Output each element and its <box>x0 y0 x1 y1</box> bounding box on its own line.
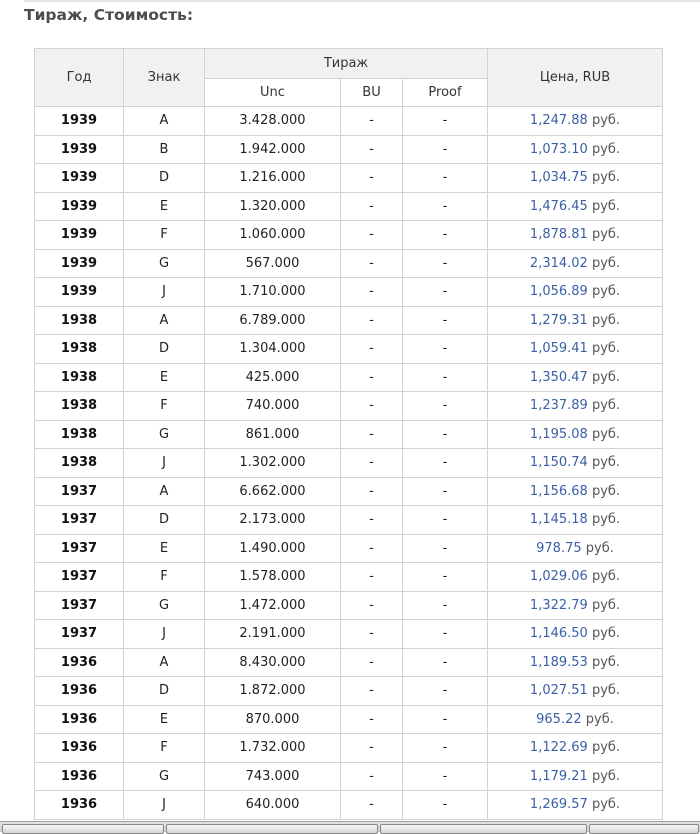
bu-mintage-cell: - <box>341 107 403 136</box>
table-row <box>35 477 663 506</box>
price-cell <box>488 648 663 677</box>
currency-suffix: руб. <box>591 369 621 385</box>
unc-mintage-cell: 1.942.000 <box>205 135 341 164</box>
price-link[interactable]: 1,034.75 <box>529 170 588 186</box>
table-row <box>35 335 663 364</box>
proof-mintage-cell: - <box>403 363 488 392</box>
unc-mintage-cell: 2.173.000 <box>205 506 341 535</box>
bu-mintage-cell: - <box>341 135 403 164</box>
mark-cell: E <box>124 192 205 221</box>
year-cell: 1938 <box>35 420 124 449</box>
mark-cell: J <box>124 449 205 478</box>
price-cell <box>488 620 663 649</box>
currency-suffix: руб. <box>591 654 621 670</box>
proof-mintage-cell: - <box>403 192 488 221</box>
bu-mintage-cell: - <box>341 477 403 506</box>
price-cell <box>488 449 663 478</box>
price-cell <box>488 506 663 535</box>
unc-mintage-cell: 425.000 <box>205 363 341 392</box>
mintage-price-table-container <box>34 48 662 820</box>
bu-mintage-cell: - <box>341 335 403 364</box>
proof-mintage-cell: - <box>403 392 488 421</box>
header-row-top <box>35 49 663 79</box>
proof-mintage-cell: - <box>403 762 488 791</box>
mark-cell: J <box>124 278 205 307</box>
price-cell <box>488 278 663 307</box>
proof-mintage-cell: - <box>403 677 488 706</box>
price-cell <box>488 734 663 763</box>
table-row <box>35 192 663 221</box>
price-cell <box>488 335 663 364</box>
currency-suffix: руб. <box>591 455 621 471</box>
price-cell <box>488 135 663 164</box>
year-cell: 1938 <box>35 306 124 335</box>
proof-mintage-cell: - <box>403 278 488 307</box>
bu-mintage-cell: - <box>341 734 403 763</box>
price-link[interactable]: 1,156.68 <box>529 483 588 499</box>
mintage-price-table <box>34 48 663 820</box>
bu-mintage-cell: - <box>341 506 403 535</box>
price-link[interactable]: 978.75 <box>536 540 582 556</box>
table-header <box>35 49 663 107</box>
bu-mintage-cell: - <box>341 363 403 392</box>
table-row <box>35 135 663 164</box>
table-row <box>35 278 663 307</box>
mark-cell: F <box>124 221 205 250</box>
mark-cell: A <box>124 648 205 677</box>
table-row <box>35 705 663 734</box>
bu-mintage-cell: - <box>341 278 403 307</box>
table-row <box>35 534 663 563</box>
mark-cell: J <box>124 791 205 820</box>
proof-mintage-cell: - <box>403 420 488 449</box>
unc-mintage-cell: 3.428.000 <box>205 107 341 136</box>
mark-cell: G <box>124 762 205 791</box>
unc-mintage-cell: 6.789.000 <box>205 306 341 335</box>
unc-mintage-cell: 1.060.000 <box>205 221 341 250</box>
currency-suffix: руб. <box>591 683 621 699</box>
col-header-bu: BU <box>341 79 403 107</box>
price-link[interactable]: 1,279.31 <box>529 312 588 328</box>
price-link[interactable]: 1,350.47 <box>529 369 588 385</box>
taskbar-button[interactable] <box>166 824 378 834</box>
currency-suffix: руб. <box>591 569 621 585</box>
table-row <box>35 449 663 478</box>
price-cell <box>488 363 663 392</box>
bu-mintage-cell: - <box>341 677 403 706</box>
currency-suffix: руб. <box>591 255 621 271</box>
table-row <box>35 221 663 250</box>
table-row <box>35 164 663 193</box>
top-divider <box>24 0 700 2</box>
table-row <box>35 392 663 421</box>
year-cell: 1937 <box>35 591 124 620</box>
price-cell <box>488 591 663 620</box>
price-link[interactable]: 1,247.88 <box>529 113 588 129</box>
table-row <box>35 107 663 136</box>
mark-cell: F <box>124 392 205 421</box>
currency-suffix: руб. <box>591 768 621 784</box>
year-cell: 1937 <box>35 563 124 592</box>
currency-suffix: руб. <box>585 540 614 556</box>
mark-cell: G <box>124 591 205 620</box>
taskbar-button[interactable] <box>2 824 164 834</box>
col-header-unc: Unc <box>205 79 341 107</box>
currency-suffix: руб. <box>591 626 621 642</box>
table-row <box>35 620 663 649</box>
bu-mintage-cell: - <box>341 392 403 421</box>
year-cell: 1939 <box>35 107 124 136</box>
year-cell: 1936 <box>35 648 124 677</box>
unc-mintage-cell: 861.000 <box>205 420 341 449</box>
bu-mintage-cell: - <box>341 534 403 563</box>
table-row <box>35 363 663 392</box>
unc-mintage-cell: 1.302.000 <box>205 449 341 478</box>
table-row <box>35 306 663 335</box>
col-header-mintage: Тираж <box>205 49 488 79</box>
price-cell <box>488 762 663 791</box>
mark-cell: D <box>124 335 205 364</box>
mark-cell: J <box>124 620 205 649</box>
unc-mintage-cell: 567.000 <box>205 249 341 278</box>
proof-mintage-cell: - <box>403 791 488 820</box>
mark-cell: B <box>124 135 205 164</box>
proof-mintage-cell: - <box>403 506 488 535</box>
taskbar <box>0 821 700 832</box>
currency-suffix: руб. <box>591 284 621 300</box>
currency-suffix: руб. <box>591 597 621 613</box>
year-cell: 1938 <box>35 335 124 364</box>
unc-mintage-cell: 1.216.000 <box>205 164 341 193</box>
year-cell: 1936 <box>35 762 124 791</box>
bu-mintage-cell: - <box>341 791 403 820</box>
proof-mintage-cell: - <box>403 164 488 193</box>
proof-mintage-cell: - <box>403 591 488 620</box>
year-cell: 1938 <box>35 392 124 421</box>
currency-suffix: руб. <box>591 797 621 813</box>
year-cell: 1936 <box>35 705 124 734</box>
price-cell <box>488 221 663 250</box>
bu-mintage-cell: - <box>341 192 403 221</box>
year-cell: 1936 <box>35 791 124 820</box>
year-cell: 1937 <box>35 506 124 535</box>
taskbar-button[interactable] <box>380 824 587 834</box>
bu-mintage-cell: - <box>341 620 403 649</box>
price-link[interactable]: 1,189.53 <box>529 654 588 670</box>
currency-suffix: руб. <box>591 740 621 756</box>
proof-mintage-cell: - <box>403 306 488 335</box>
table-row <box>35 591 663 620</box>
price-cell <box>488 420 663 449</box>
price-link[interactable]: 1,056.89 <box>529 284 588 300</box>
currency-suffix: руб. <box>591 398 621 414</box>
year-cell: 1939 <box>35 249 124 278</box>
proof-mintage-cell: - <box>403 135 488 164</box>
table-row <box>35 677 663 706</box>
price-link[interactable]: 1,476.45 <box>529 198 588 214</box>
price-cell <box>488 677 663 706</box>
table-body <box>35 107 663 820</box>
currency-suffix: руб. <box>591 341 621 357</box>
unc-mintage-cell: 1.490.000 <box>205 534 341 563</box>
proof-mintage-cell: - <box>403 620 488 649</box>
bu-mintage-cell: - <box>341 563 403 592</box>
mark-cell: E <box>124 705 205 734</box>
currency-suffix: руб. <box>591 426 621 442</box>
proof-mintage-cell: - <box>403 335 488 364</box>
table-row <box>35 762 663 791</box>
price-cell <box>488 563 663 592</box>
price-cell <box>488 306 663 335</box>
bu-mintage-cell: - <box>341 249 403 278</box>
table-row <box>35 648 663 677</box>
proof-mintage-cell: - <box>403 249 488 278</box>
currency-suffix: руб. <box>591 198 621 214</box>
price-link[interactable]: 1,073.10 <box>529 141 588 157</box>
price-link[interactable]: 1,878.81 <box>529 227 588 243</box>
table-row <box>35 420 663 449</box>
price-link[interactable]: 1,122.69 <box>529 740 588 756</box>
mark-cell: G <box>124 420 205 449</box>
currency-suffix: руб. <box>591 312 621 328</box>
mark-cell: A <box>124 107 205 136</box>
year-cell: 1939 <box>35 164 124 193</box>
table-row <box>35 249 663 278</box>
year-cell: 1937 <box>35 534 124 563</box>
price-link[interactable]: 1,237.89 <box>529 398 588 414</box>
year-cell: 1939 <box>35 192 124 221</box>
unc-mintage-cell: 1.320.000 <box>205 192 341 221</box>
year-cell: 1938 <box>35 363 124 392</box>
proof-mintage-cell: - <box>403 648 488 677</box>
bu-mintage-cell: - <box>341 705 403 734</box>
price-link[interactable]: 1,150.74 <box>529 455 588 471</box>
unc-mintage-cell: 6.662.000 <box>205 477 341 506</box>
table-row <box>35 506 663 535</box>
price-cell <box>488 192 663 221</box>
year-cell: 1937 <box>35 477 124 506</box>
price-cell <box>488 705 663 734</box>
mark-cell: F <box>124 563 205 592</box>
mark-cell: A <box>124 477 205 506</box>
year-cell: 1936 <box>35 734 124 763</box>
mark-cell: E <box>124 534 205 563</box>
price-link[interactable]: 965.22 <box>536 711 582 727</box>
price-cell <box>488 477 663 506</box>
proof-mintage-cell: - <box>403 705 488 734</box>
price-link[interactable]: 1,029.06 <box>529 569 588 585</box>
price-link[interactable]: 2,314.02 <box>529 255 588 271</box>
unc-mintage-cell: 743.000 <box>205 762 341 791</box>
currency-suffix: руб. <box>591 483 621 499</box>
col-header-year: Год <box>35 49 124 107</box>
table-row <box>35 734 663 763</box>
unc-mintage-cell: 8.430.000 <box>205 648 341 677</box>
price-link[interactable]: 1,179.21 <box>529 768 588 784</box>
bu-mintage-cell: - <box>341 591 403 620</box>
unc-mintage-cell: 1.710.000 <box>205 278 341 307</box>
year-cell: 1936 <box>35 677 124 706</box>
unc-mintage-cell: 2.191.000 <box>205 620 341 649</box>
unc-mintage-cell: 870.000 <box>205 705 341 734</box>
unc-mintage-cell: 1.872.000 <box>205 677 341 706</box>
bu-mintage-cell: - <box>341 449 403 478</box>
unc-mintage-cell: 1.578.000 <box>205 563 341 592</box>
proof-mintage-cell: - <box>403 563 488 592</box>
proof-mintage-cell: - <box>403 734 488 763</box>
col-header-mark: Знак <box>124 49 205 107</box>
mark-cell: D <box>124 677 205 706</box>
bu-mintage-cell: - <box>341 221 403 250</box>
price-link[interactable]: 1,195.08 <box>529 426 588 442</box>
year-cell: 1939 <box>35 278 124 307</box>
col-header-price: Цена, RUB <box>488 49 663 107</box>
unc-mintage-cell: 640.000 <box>205 791 341 820</box>
price-link[interactable]: 1,027.51 <box>529 683 588 699</box>
proof-mintage-cell: - <box>403 449 488 478</box>
proof-mintage-cell: - <box>403 107 488 136</box>
proof-mintage-cell: - <box>403 477 488 506</box>
mark-cell: G <box>124 249 205 278</box>
unc-mintage-cell: 1.304.000 <box>205 335 341 364</box>
currency-suffix: руб. <box>585 711 614 727</box>
currency-suffix: руб. <box>591 512 621 528</box>
bu-mintage-cell: - <box>341 420 403 449</box>
price-link[interactable]: 1,145.18 <box>529 512 588 528</box>
currency-suffix: руб. <box>591 170 621 186</box>
taskbar-button[interactable] <box>589 824 699 834</box>
price-cell <box>488 534 663 563</box>
currency-suffix: руб. <box>591 113 621 129</box>
bu-mintage-cell: - <box>341 164 403 193</box>
price-cell <box>488 164 663 193</box>
price-link[interactable]: 1,146.50 <box>529 626 588 642</box>
year-cell: 1939 <box>35 135 124 164</box>
bu-mintage-cell: - <box>341 306 403 335</box>
unc-mintage-cell: 1.732.000 <box>205 734 341 763</box>
unc-mintage-cell: 740.000 <box>205 392 341 421</box>
price-cell <box>488 392 663 421</box>
table-row <box>35 791 663 820</box>
mark-cell: D <box>124 506 205 535</box>
mark-cell: A <box>124 306 205 335</box>
currency-suffix: руб. <box>591 141 621 157</box>
year-cell: 1938 <box>35 449 124 478</box>
price-link[interactable]: 1,269.57 <box>529 797 588 813</box>
section-title: Тираж, Стоимость: <box>24 6 194 24</box>
bu-mintage-cell: - <box>341 762 403 791</box>
price-cell <box>488 107 663 136</box>
proof-mintage-cell: - <box>403 534 488 563</box>
proof-mintage-cell: - <box>403 221 488 250</box>
price-link[interactable]: 1,059.41 <box>529 341 588 357</box>
currency-suffix: руб. <box>591 227 621 243</box>
unc-mintage-cell: 1.472.000 <box>205 591 341 620</box>
mark-cell: F <box>124 734 205 763</box>
bu-mintage-cell: - <box>341 648 403 677</box>
mark-cell: D <box>124 164 205 193</box>
col-header-proof: Proof <box>403 79 488 107</box>
mark-cell: E <box>124 363 205 392</box>
table-row <box>35 563 663 592</box>
price-cell <box>488 249 663 278</box>
price-link[interactable]: 1,322.79 <box>529 597 588 613</box>
price-cell <box>488 791 663 820</box>
year-cell: 1937 <box>35 620 124 649</box>
year-cell: 1939 <box>35 221 124 250</box>
